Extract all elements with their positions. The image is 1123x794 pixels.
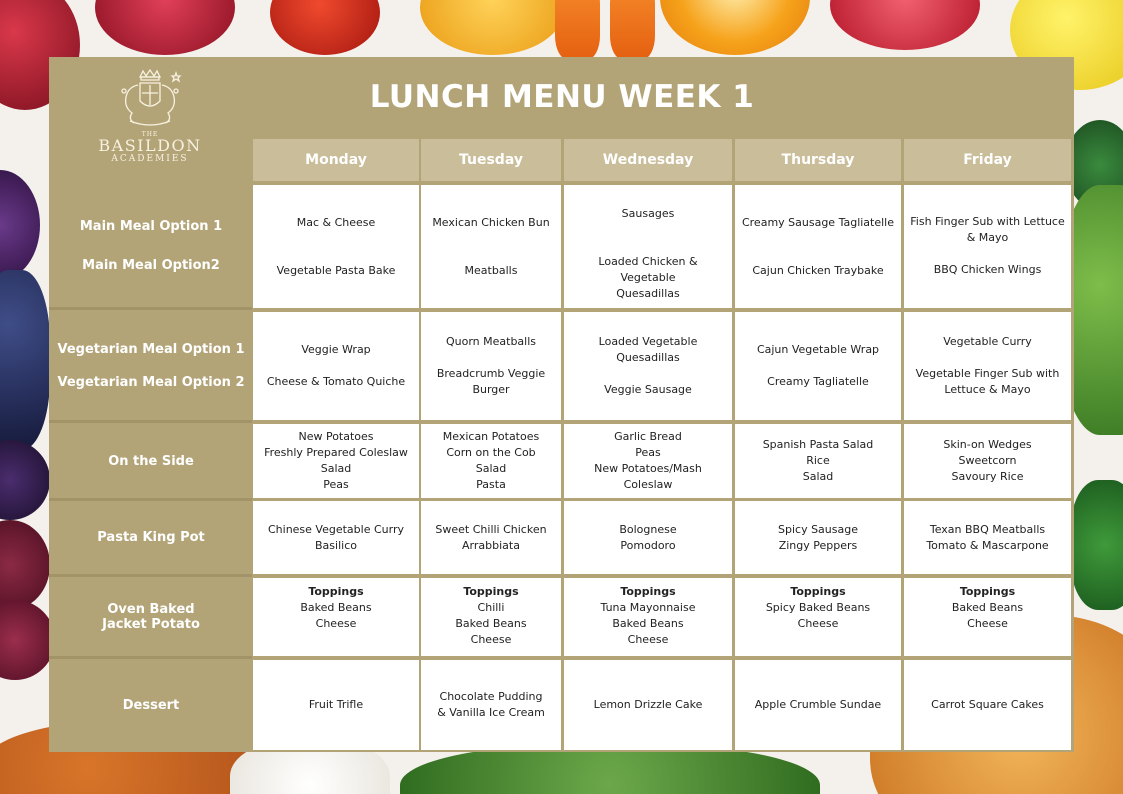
cell-side-thursday [735, 424, 901, 498]
cell-text: Fruit Trifle [308, 698, 364, 711]
cell-text: Loaded Vegetable [598, 335, 698, 348]
cell-jacket-friday [904, 578, 1071, 656]
row-divider [49, 656, 252, 659]
label-jacket-2: Jacket Potato [102, 617, 200, 632]
cell-text: Vegetable Pasta Bake [276, 263, 396, 277]
page-title: LUNCH MENU WEEK 1 [369, 79, 755, 115]
cell-text: Salad [802, 470, 834, 483]
cell-text: Meatballs [464, 263, 518, 277]
cell-text: & Vanilla Ice Cream [437, 706, 545, 719]
cell-text: Sausages [621, 206, 675, 220]
cell-text: Vegetable Finger Sub with [915, 367, 1060, 380]
cell-text: Peas [635, 446, 661, 459]
cell-dessert-friday [904, 660, 1071, 750]
cell-text: Fish Finger Sub with Lettuce [910, 214, 1065, 228]
cell-side-monday [253, 424, 419, 498]
cell-text: Cajun Chicken Traybake [752, 263, 884, 277]
label-main-2: Main Meal Option2 [82, 258, 220, 273]
crest-icon [110, 67, 190, 131]
cell-jacket-monday [253, 578, 419, 656]
day-header-thursday: Thursday [735, 139, 901, 181]
label-dessert: Dessert [122, 697, 180, 713]
cell-text: Basilico [315, 538, 357, 552]
cell-text: Mexican Potatoes [442, 430, 540, 443]
cell-text: Quesadillas [616, 351, 680, 364]
cell-side-wednesday [564, 424, 732, 498]
cell-text: Peas [323, 478, 349, 491]
cell-text: Freshly Prepared Coleslaw [264, 446, 408, 459]
cell-text: Lettuce & Mayo [944, 383, 1031, 396]
day-header-tuesday: Tuesday [421, 139, 561, 181]
cell-text: Lemon Drizzle Cake [593, 698, 703, 711]
cell-text: BBQ Chicken Wings [933, 262, 1042, 276]
cell-text: New Potatoes/Mash [594, 462, 702, 475]
cell-text: New Potatoes [298, 430, 374, 443]
row-divider [49, 574, 252, 577]
cell-text: Pomodoro [620, 538, 676, 552]
label-side: On the Side [108, 453, 194, 469]
cell-text: Savoury Rice [951, 470, 1024, 483]
cell-text: Spanish Pasta Salad [762, 438, 874, 451]
cell-text: Baked Beans [455, 617, 527, 630]
cell-text: Veggie Wrap [301, 343, 371, 356]
cell-jacket-wednesday [564, 578, 732, 656]
row-label-side [52, 424, 250, 498]
toppings-heading: Toppings [790, 585, 846, 598]
cell-text: Sweetcorn [958, 454, 1017, 467]
cell-text: Salad [320, 462, 352, 475]
cell-text: Pasta [476, 478, 506, 491]
cell-pasta-tuesday [421, 501, 561, 574]
cell-text: & Mayo [966, 230, 1009, 244]
cell-pasta-wednesday [564, 501, 732, 574]
cell-dessert-tuesday [421, 660, 561, 750]
cell-text: Cheese [627, 633, 669, 646]
cell-text: Cheese [470, 633, 512, 646]
toppings-heading: Toppings [308, 585, 364, 598]
cell-text: Zingy Peppers [778, 538, 858, 552]
toppings-heading: Toppings [959, 585, 1016, 598]
cell-text: Creamy Tagliatelle [767, 375, 869, 388]
cell-veg-friday [904, 312, 1071, 420]
cell-text: Creamy Sausage Tagliatelle [741, 215, 895, 229]
cell-main-tuesday [421, 185, 561, 308]
label-jacket-1: Oven Baked [107, 602, 195, 617]
cell-veg-wednesday [564, 312, 732, 420]
cell-text: Rice [806, 454, 830, 467]
cell-text: Skin-on Wedges [943, 438, 1032, 451]
row-label-veg [52, 312, 250, 420]
cell-text: Spicy Baked Beans [765, 601, 871, 614]
cell-text: Carrot Square Cakes [931, 698, 1044, 711]
cell-jacket-thursday [735, 578, 901, 656]
row-label-dessert [52, 660, 250, 750]
day-header-monday: Monday [253, 139, 419, 181]
cell-veg-tuesday [421, 312, 561, 420]
cell-main-friday [904, 185, 1071, 308]
cell-text: Cheese [797, 617, 839, 630]
cell-text: Spicy Sausage [778, 522, 858, 536]
cell-text: Garlic Bread [614, 430, 682, 443]
cell-text: Tomato & Mascarpone [926, 538, 1049, 552]
cell-text: Cheese & Tomato Quiche [266, 375, 406, 388]
cell-text: Baked Beans [612, 617, 684, 630]
row-divider [49, 307, 252, 310]
cell-text: Texan BBQ Meatballs [929, 522, 1046, 536]
cell-text: Bolognese [619, 522, 677, 536]
logo-the: THE [141, 131, 159, 138]
cell-text: Baked Beans [300, 601, 372, 614]
label-pasta: Pasta King Pot [97, 530, 205, 545]
cell-text: Corn on the Cob [446, 446, 536, 459]
cell-text: Quorn Meatballs [445, 335, 537, 348]
cell-pasta-thursday [735, 501, 901, 574]
cell-pasta-monday [253, 501, 419, 574]
day-header-friday: Friday [904, 139, 1071, 181]
cell-text: Chilli [477, 601, 505, 614]
cell-text: Cheese [315, 617, 357, 630]
cell-text: Chinese Vegetable Curry [267, 522, 404, 536]
cell-main-wednesday [564, 185, 732, 308]
cell-text: Mac & Cheese [296, 215, 376, 229]
cell-text: Salad [475, 462, 507, 475]
cell-dessert-thursday [735, 660, 901, 750]
cell-side-friday [904, 424, 1071, 498]
day-header-wednesday: Wednesday [564, 139, 732, 181]
logo-name: BASILDON [98, 136, 202, 155]
cell-main-monday [253, 185, 419, 308]
row-divider [49, 420, 252, 423]
cell-jacket-tuesday [421, 578, 561, 656]
toppings-heading: Toppings [620, 585, 676, 598]
cell-text: Vegetable Curry [943, 335, 1032, 348]
logo-sub: ACADEMIES [111, 154, 189, 164]
cell-text: Burger [472, 383, 510, 396]
cell-veg-monday [253, 312, 419, 420]
row-label-pasta [52, 501, 250, 574]
cell-text: Baked Beans [951, 601, 1024, 614]
cell-side-tuesday [421, 424, 561, 498]
label-main-1: Main Meal Option 1 [79, 219, 223, 234]
cell-text: Apple Crumble Sundae [754, 698, 882, 711]
cell-text: Chocolate Pudding [439, 690, 543, 703]
cell-text: Breadcrumb Veggie [436, 367, 546, 380]
cell-text: Coleslaw [623, 478, 673, 491]
row-label-main [52, 185, 250, 307]
cell-text: Veggie Sausage [604, 383, 692, 396]
school-logo [95, 67, 205, 177]
cell-text: Loaded Chicken & Vegetable [598, 254, 698, 284]
cell-text: Sweet Chilli Chicken [435, 522, 547, 536]
cell-veg-thursday [735, 312, 901, 420]
row-label-jacket [52, 578, 250, 656]
toppings-heading: Toppings [463, 585, 519, 598]
cell-dessert-monday [253, 660, 419, 750]
cell-main-thursday [735, 185, 901, 308]
cell-text: Quesadillas [616, 286, 680, 300]
label-veg-2: Vegetarian Meal Option 2 [57, 375, 245, 390]
cell-dessert-wednesday [564, 660, 732, 750]
cell-text: Mexican Chicken Bun [432, 215, 550, 229]
label-veg-1: Vegetarian Meal Option 1 [57, 342, 245, 357]
cell-text: Tuna Mayonnaise [600, 601, 696, 614]
cell-pasta-friday [904, 501, 1071, 574]
cell-text: Arrabbiata [462, 538, 520, 552]
cell-text: Cajun Vegetable Wrap [756, 343, 880, 356]
cell-text: Cheese [967, 617, 1008, 630]
